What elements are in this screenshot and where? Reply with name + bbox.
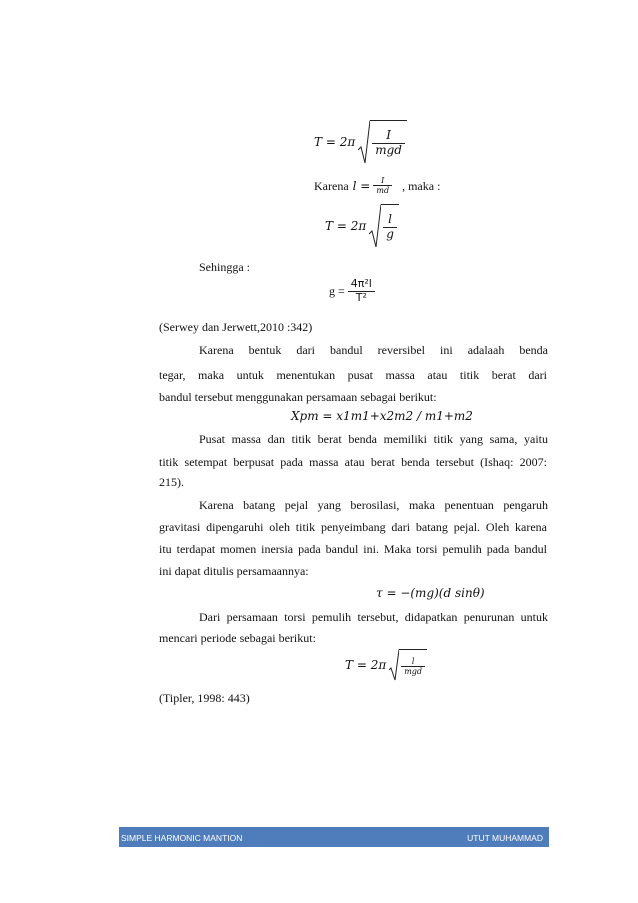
paragraph-line: itu terdapat momen inersia pada bandul ini. Maka torsi pemulih pada bandul [159, 542, 547, 556]
equation-lhs: T = 2π [345, 658, 387, 672]
equation-gravity [329, 278, 375, 304]
equation-lhs: T = 2π [325, 219, 367, 233]
equation-period-physical [345, 649, 427, 681]
citation-serwey: (Serwey dan Jerwett,2010 :342) [159, 320, 313, 334]
sehingga-text: Sehingga : [199, 260, 250, 274]
fraction-denominator: mgd [375, 143, 402, 157]
fraction-numerator: l [388, 212, 392, 227]
fraction-denominator: g [386, 227, 394, 241]
sqrt-symbol [389, 649, 427, 681]
fraction-denominator: T² [355, 290, 367, 304]
fraction-denominator: mgd [404, 667, 423, 676]
fraction-numerator: 4π²l [350, 277, 372, 290]
paragraph-line: 215). [159, 475, 184, 489]
fraction [373, 176, 392, 195]
equation-period-length [325, 204, 399, 248]
equation-lhs: T = 2π [314, 135, 356, 149]
fraction [372, 129, 405, 158]
maka-text: , maka : [402, 178, 441, 193]
sqrt-symbol [369, 204, 399, 248]
paragraph-line: bandul tersebut menggunakan persamaan sebagai berikut: [159, 390, 437, 404]
fraction-denominator: md [376, 186, 390, 196]
fraction-numerator: I [386, 128, 391, 143]
paragraph-line: tegar, maka untuk menentukan pusat massa atau titik berat dari [159, 368, 547, 382]
equation-center-of-mass: Xpm = x1m1+x2m2 / m1+m2 [291, 409, 473, 423]
equation-substitution-line [314, 176, 440, 195]
paragraph-line: Karena bentuk dari bandul reversibel ini adalaah benda [199, 343, 548, 357]
footer-title: SIMPLE HARMONIC MANTION [121, 833, 243, 843]
paragraph-line: gravitasi dipengaruhi oleh titik penyeimbang dari batang pejal. Oleh karena [159, 520, 547, 534]
paragraph-line: Pusat massa dan titik berat benda memiliki titik yang sama, yaitu [199, 432, 548, 446]
equation-var: l = [352, 178, 371, 193]
paragraph-line: Dari persamaan torsi pemulih tersebut, didapatkan penurunan untuk [199, 610, 548, 624]
paragraph-line: mencari periode sebagai berikut: [159, 631, 316, 645]
sqrt-symbol [358, 120, 407, 164]
equation-lhs: g = [329, 283, 345, 298]
fraction [348, 278, 375, 304]
paragraph-line: ini dapat ditulis persamaannya: [159, 564, 309, 578]
karena-text: Karena [314, 178, 349, 193]
page-footer [119, 827, 549, 847]
fraction [401, 657, 425, 676]
citation-tipler: (Tipler, 1998: 443) [159, 691, 250, 705]
paragraph-line: titik setempat berpusat pada massa atau berat benda tersebut (Ishaq: 2007: [159, 455, 547, 469]
fraction-numerator: l [411, 656, 415, 666]
footer-author: UTUT MUHAMMAD [467, 833, 543, 843]
fraction-numerator: I [381, 176, 385, 185]
equation-torque: τ = −(mg)(d sinθ) [376, 586, 485, 600]
paragraph-line: Karena batang pejal yang berosilasi, maka penentuan pengaruh [199, 498, 548, 512]
equation-period-inertia [314, 120, 407, 164]
fraction [383, 213, 397, 242]
